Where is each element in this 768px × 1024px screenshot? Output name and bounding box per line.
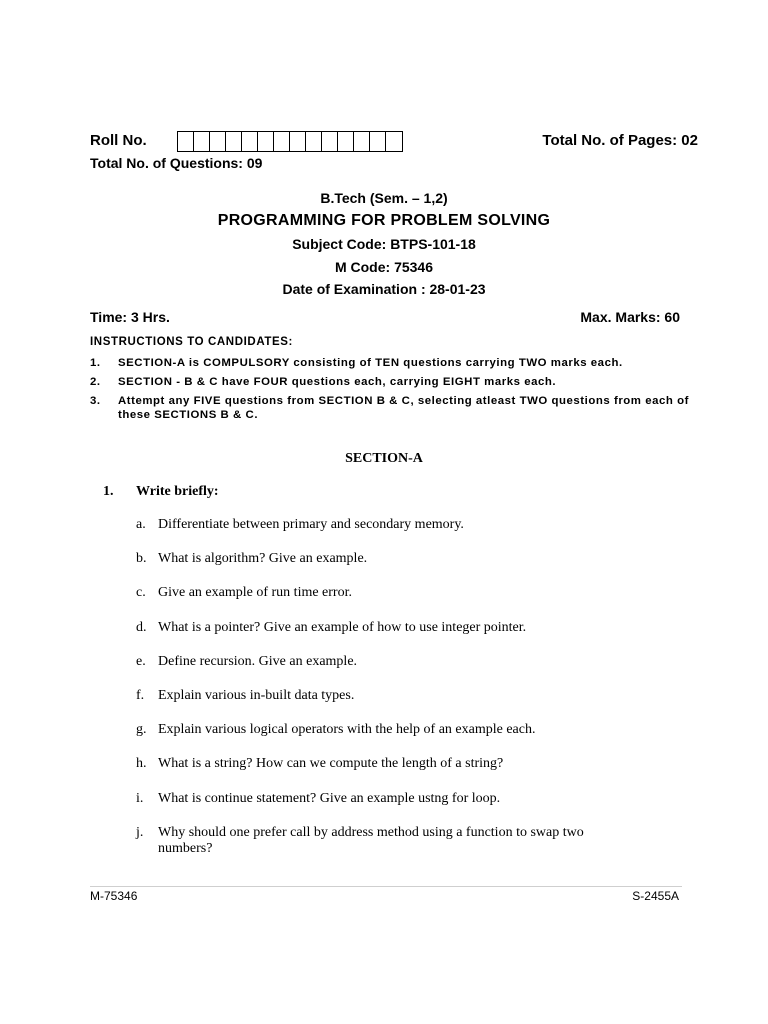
subquestion-letter: f. [136,687,145,703]
subquestion-text: What is continue statement? Give an example ustng for loop. [158,790,501,806]
instruction-number: 3. [90,395,101,407]
question-number: 1. [103,484,114,499]
roll-number-box[interactable] [370,132,386,151]
time-allowed: Time: 3 Hrs. [90,309,170,325]
roll-number-box[interactable] [178,132,194,151]
roll-number-box[interactable] [242,132,258,151]
question-title: Write briefly: [136,484,219,499]
roll-number-box[interactable] [322,132,338,151]
roll-number-box[interactable] [338,132,354,151]
footer-divider [90,886,682,887]
instructions-list [90,356,690,427]
footer-code-right: S-2455A [632,889,679,903]
subquestion-list [136,517,636,859]
footer-code-left: M-75346 [90,889,138,903]
exam-date: Date of Examination : 28-01-23 [282,281,486,297]
instruction-item [90,375,690,389]
instruction-item [90,394,690,422]
instruction-text: SECTION-A is COMPULSORY consisting of TEN questions carrying TWO marks each. [118,357,623,369]
roll-number-box[interactable] [210,132,226,151]
subquestion-item [136,517,636,551]
m-code: M Code: 75346 [334,259,434,275]
subquestion-item [136,688,636,722]
roll-number-box[interactable] [306,132,322,151]
subquestion-item [136,825,636,859]
subquestion-letter: j. [136,824,144,840]
subquestion-text: What is a string? How can we compute the length of a string? [158,756,504,772]
subquestion-item [136,791,636,825]
instruction-text: SECTION - B & C have FOUR questions each, carrying EIGHT marks each. [118,376,557,388]
subquestion-letter: d. [136,619,147,635]
roll-number-label: Roll No. [90,132,147,149]
subquestion-item [136,551,636,585]
roll-number-box[interactable] [290,132,306,151]
subquestion-item [136,654,636,688]
instruction-item [90,356,690,370]
subquestion-text: What is a pointer? Give an example of how to use integer pointer. [158,619,527,635]
subquestion-text: Give an example of run time error. [158,585,352,601]
total-pages: Total No. of Pages: 02 [542,132,698,149]
subquestion-text: Differentiate between primary and secondary memory. [158,517,464,532]
subquestion-letter: e. [136,653,146,669]
roll-number-box[interactable] [194,132,210,151]
subject-title: PROGRAMMING FOR PROBLEM SOLVING [217,212,551,229]
roll-number-box[interactable] [354,132,370,151]
instruction-number: 1. [90,357,101,369]
total-questions: Total No. of Questions: 09 [90,155,263,171]
roll-number-box[interactable] [226,132,242,151]
subquestion-letter: h. [136,756,147,772]
roll-number-box[interactable] [386,132,402,151]
instruction-text: Attempt any FIVE questions from SECTION B & C, selecting atleast TWO questions from each of these SECTIONS B & C. [118,395,689,421]
subquestion-text: Why should one prefer call by address method using a function to swap two numbers? [158,824,584,856]
subquestion-letter: b. [136,551,147,567]
subquestion-item [136,585,636,619]
subquestion-text: Explain various logical operators with the help of an example each. [158,722,536,738]
subquestion-letter: g. [136,722,147,738]
subquestion-item [136,756,636,790]
course-line: B.Tech (Sem. – 1,2) [320,190,448,206]
instruction-number: 2. [90,376,101,388]
section-a-title: SECTION-A [345,451,423,466]
max-marks: Max. Marks: 60 [580,309,680,325]
roll-number-box[interactable] [274,132,290,151]
subquestion-text: What is algorithm? Give an example. [158,551,368,567]
roll-number-box[interactable] [258,132,274,151]
subquestion-letter: a. [136,517,146,532]
subquestion-item [136,722,636,756]
subquestion-letter: i. [136,790,144,806]
subquestion-text: Define recursion. Give an example. [158,653,358,669]
roll-number-boxes[interactable] [177,131,403,152]
subquestion-text: Explain various in-built data types. [158,687,355,703]
instructions-heading: INSTRUCTIONS TO CANDIDATES: [90,336,293,348]
subject-code: Subject Code: BTPS-101-18 [292,236,476,252]
subquestion-item [136,620,636,654]
subquestion-letter: c. [136,585,146,601]
